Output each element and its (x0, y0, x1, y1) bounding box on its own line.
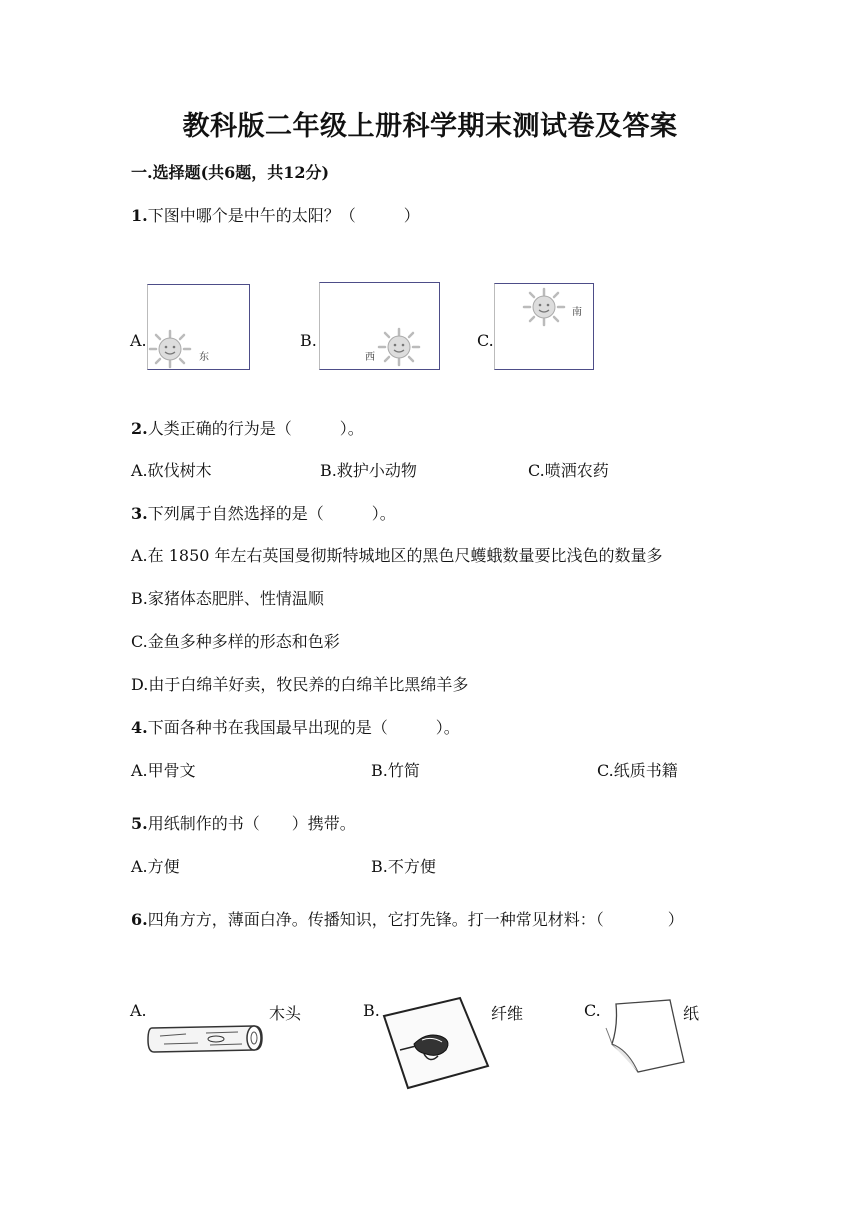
option-name-c: 纸 (683, 1004, 700, 1023)
option-a[interactable]: A.甲骨文 (131, 761, 196, 780)
question-number: 5. (131, 814, 148, 833)
option-a[interactable]: A.砍伐树木 (131, 461, 212, 480)
option-label-c[interactable]: C. (477, 331, 494, 350)
option-d[interactable]: D.由于白绵羊好卖，牧民养的白绵羊比黑绵羊多 (131, 675, 469, 694)
question-text: 用纸制作的书（ ）携带。 (147, 814, 356, 833)
question-number: 1. (131, 206, 148, 225)
option-label-b[interactable]: B. (363, 1001, 380, 1020)
option-c[interactable]: C.金鱼多种多样的形态和色彩 (131, 632, 340, 651)
option-b[interactable]: B.不方便 (371, 857, 436, 876)
option-name-b: 纤维 (491, 1004, 524, 1023)
option-label-c[interactable]: C. (584, 1001, 601, 1020)
sun-icon (148, 329, 192, 369)
option-name-a: 木头 (269, 1004, 302, 1023)
question-number: 4. (131, 718, 148, 737)
sun-picture-c[interactable] (494, 283, 594, 370)
question-text: 下图中哪个是中午的太阳？（ ） (147, 206, 420, 225)
fiber-sheet-icon[interactable] (380, 996, 492, 1090)
option-a[interactable]: A.方便 (131, 857, 180, 876)
page-title: 教科版二年级上册科学期末测试卷及答案 (182, 111, 678, 142)
option-b[interactable]: B.竹简 (371, 761, 420, 780)
option-b[interactable]: B.救护小动物 (320, 461, 417, 480)
sun-icon (522, 287, 566, 327)
option-c[interactable]: C.纸质书籍 (597, 761, 678, 780)
question-text: 四角方方，薄面白净。传播知识，它打先锋。打一种常见材料：（ ） (147, 910, 684, 929)
question-5 (131, 811, 356, 834)
question-number: 6. (131, 910, 148, 929)
direction-label: 西 (365, 352, 375, 363)
option-label-a[interactable]: A. (130, 1001, 147, 1020)
direction-label: 南 (572, 307, 582, 318)
option-a[interactable]: A.在 1850 年左右英国曼彻斯特城地区的黑色尺蠖蛾数量要比浅色的数量多 (131, 546, 663, 565)
question-4 (131, 715, 460, 738)
sun-picture-a[interactable] (147, 284, 250, 370)
question-text: 下面各种书在我国最早出现的是（ ）。 (147, 718, 460, 737)
question-text: 人类正确的行为是（ ）。 (147, 419, 364, 438)
question-number: 3. (131, 504, 148, 523)
wood-log-icon[interactable] (146, 1018, 266, 1058)
option-c[interactable]: C.喷洒农药 (528, 461, 609, 480)
question-number: 2. (131, 419, 148, 438)
question-3 (131, 501, 396, 524)
option-label-b[interactable]: B. (300, 331, 317, 350)
question-6 (131, 907, 684, 930)
option-label-a[interactable]: A. (130, 331, 147, 350)
sun-picture-b[interactable] (319, 282, 440, 370)
paper-icon[interactable] (598, 998, 690, 1076)
question-1 (131, 203, 420, 226)
question-2 (131, 416, 364, 439)
direction-label: 东 (199, 352, 209, 363)
question-text: 下列属于自然选择的是（ ）。 (147, 504, 396, 523)
option-b[interactable]: B.家猪体态肥胖、性情温顺 (131, 589, 324, 608)
section-heading: 一.选择题(共6题，共12分) (131, 163, 330, 182)
sun-icon (377, 327, 421, 367)
